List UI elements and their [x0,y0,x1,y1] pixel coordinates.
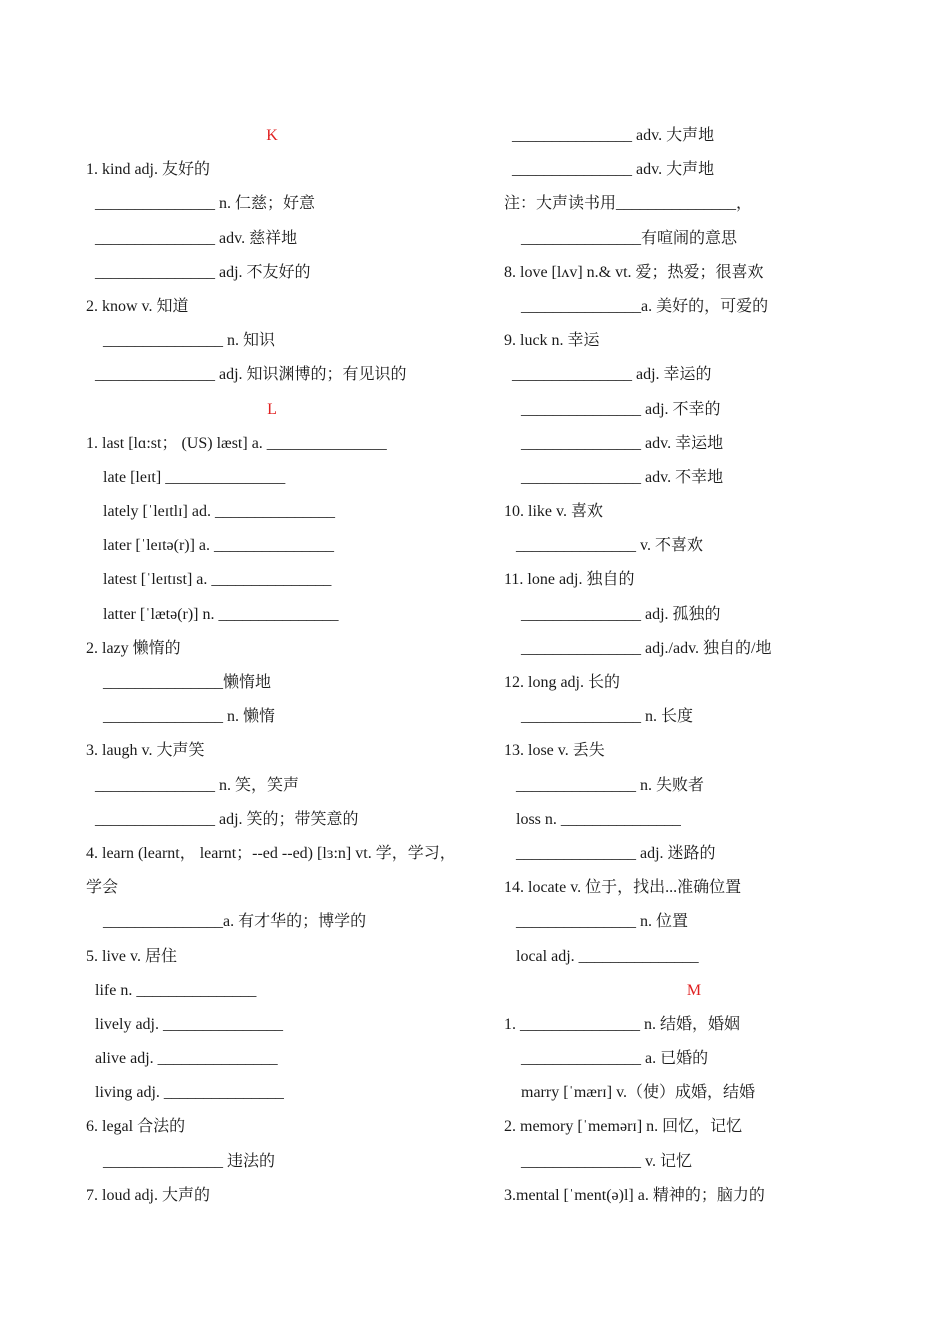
word-entry: 7. loud adj. 大声的 [86,1186,210,1204]
word-entry: 4. learn (learnt， learnt；--ed --ed) [lɜ:n] vt. 学，学习，学会 [86,844,456,897]
word-entry: 1. _______________ n. 结婚，婚姻 [504,1015,741,1033]
word-entry: 12. long adj. 长的 [504,674,620,691]
derivative-line: _______________ n. 失败者 [516,776,705,794]
derivative-line: _______________ adv. 大声地 [512,161,715,179]
derivative-line: late [leɪt] _______________ [103,468,286,486]
derivative-line: life n. _______________ [95,981,257,999]
word-entry: 9. luck n. 幸运 [504,332,600,350]
derivative-line: marry [ˈmærɪ] v.（使）成婚，结婚 [521,1084,756,1102]
derivative-line: _______________ adj. 幸运的 [512,366,712,384]
section-heading: L [267,400,277,418]
derivative-line: later [ˈleɪtə(r)] a. _______________ [103,537,335,555]
derivative-line: _______________ n. 懒惰 [103,708,276,726]
derivative-line: _______________ n. 仁慈；好意 [95,195,316,213]
derivative-line: living adj. _______________ [95,1084,284,1102]
word-entry: 2. memory [ˈmemərɪ] n. 回忆，记忆 [504,1118,743,1136]
derivative-line: alive adj. _______________ [95,1050,278,1068]
word-entry: 10. like v. 喜欢 [504,503,603,521]
derivative-line: _______________a. 美好的，可爱的 [521,297,769,315]
right-column [504,119,884,1213]
derivative-line: _______________ adv. 大声地 [512,127,715,144]
derivative-line: _______________ adv. 不幸地 [521,468,724,486]
derivative-line: _______________a. 有才华的；博学的 [103,913,367,931]
derivative-line: lately [ˈleɪtlɪ] ad. _______________ [103,503,335,521]
word-entry: 2. know v. 知道 [86,297,189,315]
derivative-line: _______________ adj. 笑的；带笑意的 [95,810,359,828]
derivative-line: _______________懒惰地 [103,674,272,691]
derivative-line: latest [ˈleɪtɪst] a. _______________ [103,571,332,589]
derivative-line: _______________ 违法的 [103,1152,276,1170]
word-entry: 3.mental [ˈment(ə)l] a. 精神的；脑力的 [504,1186,765,1204]
section-heading: K [266,127,278,144]
derivative-line: local adj. _______________ [516,947,699,965]
word-entry: 14. locate v. 位于，找出...准确位置 [504,879,742,897]
section-heading: M [686,981,702,999]
note-line: 注：大声读书用_______________， [504,195,753,213]
derivative-line: _______________ adj. 不友好的 [95,263,311,281]
derivative-line: _______________ n. 长度 [521,708,694,726]
word-entry: 2. lazy 懒惰的 [86,639,181,657]
word-entry: 5. live v. 居住 [86,947,177,965]
word-entry: 11. lone adj. 独自的 [504,571,635,589]
derivative-line: _______________ v. 记忆 [521,1152,692,1170]
derivative-line: latter [ˈlætə(r)] n. _______________ [103,605,339,623]
word-entry: 8. love [lʌv] n.& vt. 爱；热爱；很喜欢 [504,263,764,281]
left-column [86,119,458,1213]
word-entry: 1. kind adj. 友好的 [86,161,210,179]
derivative-line: _______________ adj./adv. 独自的/地 [521,639,772,657]
derivative-line: _______________ n. 位置 [516,913,689,931]
derivative-line: _______________有喧闹的意思 [521,229,738,247]
derivative-line: _______________ adj. 迷路的 [516,844,716,862]
derivative-line: lively adj. _______________ [95,1015,283,1033]
derivative-line: _______________ v. 不喜欢 [516,537,703,555]
word-entry: 13. lose v. 丢失 [504,742,605,760]
derivative-line: _______________ n. 笑，笑声 [95,776,300,794]
derivative-line: loss n. _______________ [516,810,681,828]
derivative-line: _______________ adj. 不幸的 [521,400,721,418]
word-entry: 6. legal 合法的 [86,1118,186,1136]
derivative-line: _______________ adv. 幸运地 [521,434,724,452]
derivative-line: _______________ adv. 慈祥地 [95,229,298,247]
derivative-line: _______________ adj. 孤独的 [521,605,721,623]
word-entry: 3. laugh v. 大声笑 [86,742,205,760]
derivative-line: _______________ a. 已婚的 [521,1050,709,1068]
derivative-line: _______________ adj. 知识渊博的；有见识的 [95,366,407,384]
derivative-line: _______________ n. 知识 [103,332,276,350]
word-entry: 1. last [lɑ:st； (US) læst] a. _______________ [86,434,387,452]
